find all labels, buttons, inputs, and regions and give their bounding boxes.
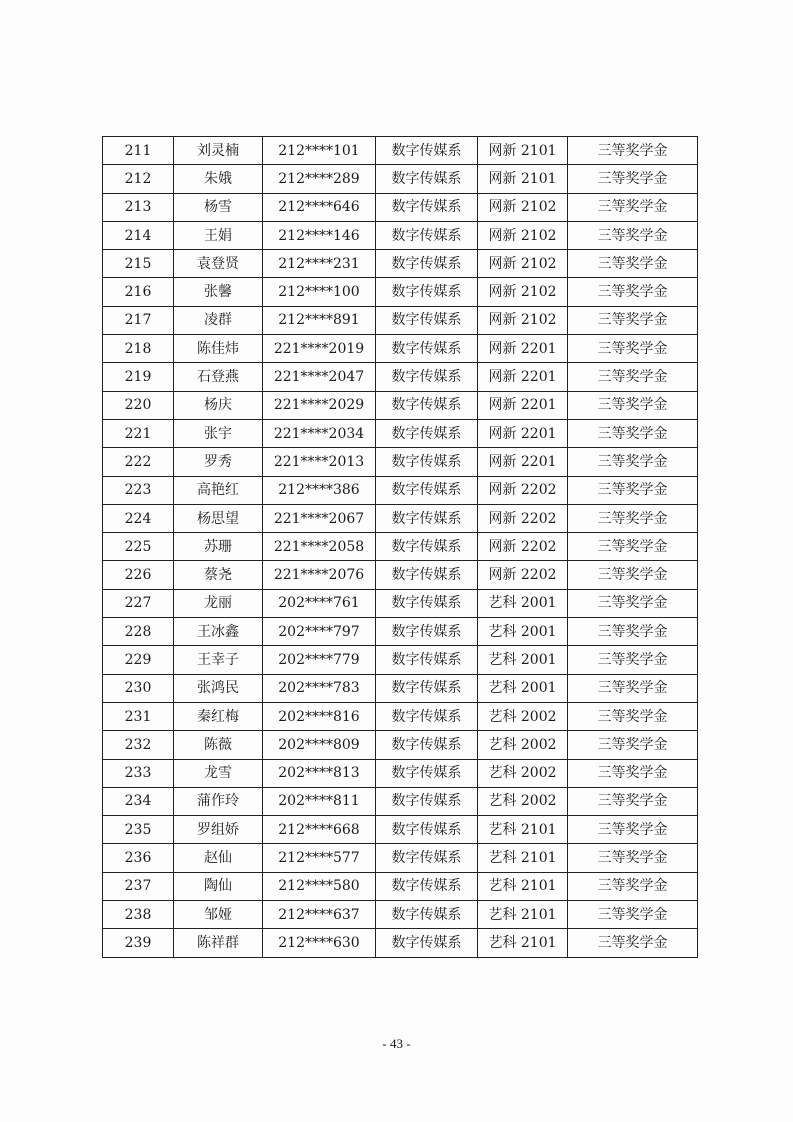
table-row <box>103 561 698 589</box>
student-name-cell: 朱娥 <box>174 165 263 193</box>
class-cell: 艺科 2101 <box>478 816 568 844</box>
row-number-cell: 236 <box>103 844 174 872</box>
class-cell: 网新 2201 <box>478 419 568 447</box>
student-id-cell: 202****809 <box>263 731 376 759</box>
table-row <box>103 702 698 730</box>
class-cell: 艺科 2101 <box>478 872 568 900</box>
award-cell: 三等奖学金 <box>568 929 698 957</box>
department-cell: 数字传媒系 <box>376 165 478 193</box>
award-cell: 三等奖学金 <box>568 844 698 872</box>
student-name-cell: 张馨 <box>174 278 263 306</box>
student-id-cell: 221****2019 <box>263 335 376 363</box>
award-cell: 三等奖学金 <box>568 731 698 759</box>
student-id-cell: 221****2047 <box>263 363 376 391</box>
class-cell: 网新 2202 <box>478 561 568 589</box>
row-number-cell: 211 <box>103 137 174 165</box>
table-row <box>103 476 698 504</box>
student-id-cell: 221****2013 <box>263 448 376 476</box>
department-cell: 数字传媒系 <box>376 278 478 306</box>
table-row <box>103 533 698 561</box>
department-cell: 数字传媒系 <box>376 844 478 872</box>
department-cell: 数字传媒系 <box>376 504 478 532</box>
student-id-cell: 212****289 <box>263 165 376 193</box>
table-row <box>103 504 698 532</box>
table-row <box>103 448 698 476</box>
department-cell: 数字传媒系 <box>376 448 478 476</box>
row-number-cell: 228 <box>103 618 174 646</box>
row-number-cell: 239 <box>103 929 174 957</box>
row-number-cell: 216 <box>103 278 174 306</box>
award-cell: 三等奖学金 <box>568 137 698 165</box>
student-name-cell: 杨思望 <box>174 504 263 532</box>
row-number-cell: 229 <box>103 646 174 674</box>
department-cell: 数字传媒系 <box>376 335 478 363</box>
row-number-cell: 213 <box>103 193 174 221</box>
student-name-cell: 陈祥群 <box>174 929 263 957</box>
student-name-cell: 罗组娇 <box>174 816 263 844</box>
student-id-cell: 212****630 <box>263 929 376 957</box>
award-cell: 三等奖学金 <box>568 250 698 278</box>
student-name-cell: 蒲作玲 <box>174 787 263 815</box>
class-cell: 艺科 2002 <box>478 731 568 759</box>
row-number-cell: 221 <box>103 419 174 447</box>
department-cell: 数字传媒系 <box>376 137 478 165</box>
table-row <box>103 816 698 844</box>
student-name-cell: 袁登贤 <box>174 250 263 278</box>
department-cell: 数字传媒系 <box>376 419 478 447</box>
table-row <box>103 872 698 900</box>
award-cell: 三等奖学金 <box>568 674 698 702</box>
row-number-cell: 222 <box>103 448 174 476</box>
student-name-cell: 杨庆 <box>174 391 263 419</box>
award-cell: 三等奖学金 <box>568 335 698 363</box>
department-cell: 数字传媒系 <box>376 561 478 589</box>
row-number-cell: 217 <box>103 306 174 334</box>
student-id-cell: 212****231 <box>263 250 376 278</box>
student-id-cell: 202****761 <box>263 589 376 617</box>
student-name-cell: 赵仙 <box>174 844 263 872</box>
class-cell: 艺科 2101 <box>478 844 568 872</box>
class-cell: 艺科 2002 <box>478 759 568 787</box>
class-cell: 网新 2102 <box>478 221 568 249</box>
student-name-cell: 凌群 <box>174 306 263 334</box>
student-name-cell: 王娟 <box>174 221 263 249</box>
student-id-cell: 202****813 <box>263 759 376 787</box>
table-row <box>103 759 698 787</box>
table-row <box>103 929 698 957</box>
class-cell: 网新 2201 <box>478 335 568 363</box>
table-row <box>103 901 698 929</box>
department-cell: 数字传媒系 <box>376 901 478 929</box>
class-cell: 艺科 2002 <box>478 787 568 815</box>
award-cell: 三等奖学金 <box>568 646 698 674</box>
award-cell: 三等奖学金 <box>568 278 698 306</box>
department-cell: 数字传媒系 <box>376 646 478 674</box>
student-name-cell: 苏珊 <box>174 533 263 561</box>
row-number-cell: 215 <box>103 250 174 278</box>
student-id-cell: 212****577 <box>263 844 376 872</box>
student-name-cell: 龙雪 <box>174 759 263 787</box>
scholarship-table-body <box>103 137 698 958</box>
student-name-cell: 陈佳炜 <box>174 335 263 363</box>
award-cell: 三等奖学金 <box>568 165 698 193</box>
student-id-cell: 202****797 <box>263 618 376 646</box>
award-cell: 三等奖学金 <box>568 872 698 900</box>
row-number-cell: 218 <box>103 335 174 363</box>
student-id-cell: 212****386 <box>263 476 376 504</box>
table-row <box>103 137 698 165</box>
row-number-cell: 235 <box>103 816 174 844</box>
award-cell: 三等奖学金 <box>568 419 698 447</box>
page-number: - 43 - <box>382 1036 411 1051</box>
student-id-cell: 221****2076 <box>263 561 376 589</box>
student-name-cell: 陈薇 <box>174 731 263 759</box>
award-cell: 三等奖学金 <box>568 476 698 504</box>
row-number-cell: 233 <box>103 759 174 787</box>
student-id-cell: 212****146 <box>263 221 376 249</box>
department-cell: 数字传媒系 <box>376 618 478 646</box>
award-cell: 三等奖学金 <box>568 618 698 646</box>
student-name-cell: 龙丽 <box>174 589 263 617</box>
student-id-cell: 202****779 <box>263 646 376 674</box>
class-cell: 艺科 2101 <box>478 929 568 957</box>
department-cell: 数字传媒系 <box>376 306 478 334</box>
class-cell: 网新 2102 <box>478 306 568 334</box>
row-number-cell: 227 <box>103 589 174 617</box>
row-number-cell: 214 <box>103 221 174 249</box>
row-number-cell: 231 <box>103 702 174 730</box>
table-row <box>103 165 698 193</box>
award-cell: 三等奖学金 <box>568 702 698 730</box>
row-number-cell: 237 <box>103 872 174 900</box>
row-number-cell: 226 <box>103 561 174 589</box>
student-name-cell: 刘灵楠 <box>174 137 263 165</box>
row-number-cell: 219 <box>103 363 174 391</box>
row-number-cell: 238 <box>103 901 174 929</box>
class-cell: 艺科 2001 <box>478 618 568 646</box>
department-cell: 数字传媒系 <box>376 391 478 419</box>
department-cell: 数字传媒系 <box>376 193 478 221</box>
department-cell: 数字传媒系 <box>376 589 478 617</box>
department-cell: 数字传媒系 <box>376 731 478 759</box>
department-cell: 数字传媒系 <box>376 787 478 815</box>
award-cell: 三等奖学金 <box>568 363 698 391</box>
department-cell: 数字传媒系 <box>376 674 478 702</box>
table-row <box>103 844 698 872</box>
table-row <box>103 589 698 617</box>
row-number-cell: 234 <box>103 787 174 815</box>
department-cell: 数字传媒系 <box>376 929 478 957</box>
student-name-cell: 秦红梅 <box>174 702 263 730</box>
class-cell: 网新 2101 <box>478 165 568 193</box>
department-cell: 数字传媒系 <box>376 759 478 787</box>
award-cell: 三等奖学金 <box>568 391 698 419</box>
table-row <box>103 674 698 702</box>
student-name-cell: 邹娅 <box>174 901 263 929</box>
row-number-cell: 232 <box>103 731 174 759</box>
table-row <box>103 335 698 363</box>
table-row <box>103 618 698 646</box>
department-cell: 数字传媒系 <box>376 221 478 249</box>
award-cell: 三等奖学金 <box>568 306 698 334</box>
award-cell: 三等奖学金 <box>568 533 698 561</box>
student-id-cell: 212****891 <box>263 306 376 334</box>
student-name-cell: 杨雪 <box>174 193 263 221</box>
table-row <box>103 787 698 815</box>
student-name-cell: 蔡尧 <box>174 561 263 589</box>
department-cell: 数字传媒系 <box>376 872 478 900</box>
row-number-cell: 224 <box>103 504 174 532</box>
table-row <box>103 250 698 278</box>
student-name-cell: 王冰鑫 <box>174 618 263 646</box>
student-name-cell: 张宇 <box>174 419 263 447</box>
table-row <box>103 419 698 447</box>
class-cell: 艺科 2101 <box>478 901 568 929</box>
table-row <box>103 363 698 391</box>
department-cell: 数字传媒系 <box>376 533 478 561</box>
award-cell: 三等奖学金 <box>568 221 698 249</box>
student-id-cell: 212****101 <box>263 137 376 165</box>
student-name-cell: 王幸子 <box>174 646 263 674</box>
class-cell: 网新 2102 <box>478 250 568 278</box>
class-cell: 艺科 2001 <box>478 674 568 702</box>
table-row <box>103 278 698 306</box>
class-cell: 网新 2201 <box>478 363 568 391</box>
scholarship-table <box>102 136 698 958</box>
row-number-cell: 225 <box>103 533 174 561</box>
award-cell: 三等奖学金 <box>568 787 698 815</box>
award-cell: 三等奖学金 <box>568 448 698 476</box>
table-row <box>103 646 698 674</box>
row-number-cell: 230 <box>103 674 174 702</box>
table-row <box>103 731 698 759</box>
row-number-cell: 223 <box>103 476 174 504</box>
award-cell: 三等奖学金 <box>568 561 698 589</box>
class-cell: 网新 2101 <box>478 137 568 165</box>
table-row <box>103 391 698 419</box>
award-cell: 三等奖学金 <box>568 504 698 532</box>
class-cell: 网新 2102 <box>478 193 568 221</box>
department-cell: 数字传媒系 <box>376 702 478 730</box>
student-id-cell: 221****2029 <box>263 391 376 419</box>
class-cell: 艺科 2002 <box>478 702 568 730</box>
student-id-cell: 221****2034 <box>263 419 376 447</box>
student-id-cell: 212****668 <box>263 816 376 844</box>
table-row <box>103 306 698 334</box>
student-id-cell: 212****637 <box>263 901 376 929</box>
class-cell: 网新 2201 <box>478 448 568 476</box>
award-cell: 三等奖学金 <box>568 901 698 929</box>
class-cell: 网新 2102 <box>478 278 568 306</box>
award-cell: 三等奖学金 <box>568 816 698 844</box>
student-name-cell: 石登燕 <box>174 363 263 391</box>
table-row <box>103 193 698 221</box>
class-cell: 网新 2202 <box>478 476 568 504</box>
class-cell: 网新 2202 <box>478 504 568 532</box>
row-number-cell: 212 <box>103 165 174 193</box>
student-id-cell: 221****2067 <box>263 504 376 532</box>
class-cell: 艺科 2001 <box>478 589 568 617</box>
student-name-cell: 张鸿民 <box>174 674 263 702</box>
student-id-cell: 202****816 <box>263 702 376 730</box>
award-cell: 三等奖学金 <box>568 589 698 617</box>
table-row <box>103 221 698 249</box>
student-id-cell: 202****811 <box>263 787 376 815</box>
class-cell: 艺科 2001 <box>478 646 568 674</box>
department-cell: 数字传媒系 <box>376 476 478 504</box>
row-number-cell: 220 <box>103 391 174 419</box>
student-name-cell: 高艳红 <box>174 476 263 504</box>
department-cell: 数字传媒系 <box>376 363 478 391</box>
student-id-cell: 212****646 <box>263 193 376 221</box>
student-id-cell: 202****783 <box>263 674 376 702</box>
student-name-cell: 罗秀 <box>174 448 263 476</box>
student-id-cell: 212****100 <box>263 278 376 306</box>
department-cell: 数字传媒系 <box>376 816 478 844</box>
student-id-cell: 221****2058 <box>263 533 376 561</box>
award-cell: 三等奖学金 <box>568 193 698 221</box>
student-name-cell: 陶仙 <box>174 872 263 900</box>
student-id-cell: 212****580 <box>263 872 376 900</box>
class-cell: 网新 2201 <box>478 391 568 419</box>
award-cell: 三等奖学金 <box>568 759 698 787</box>
department-cell: 数字传媒系 <box>376 250 478 278</box>
class-cell: 网新 2202 <box>478 533 568 561</box>
